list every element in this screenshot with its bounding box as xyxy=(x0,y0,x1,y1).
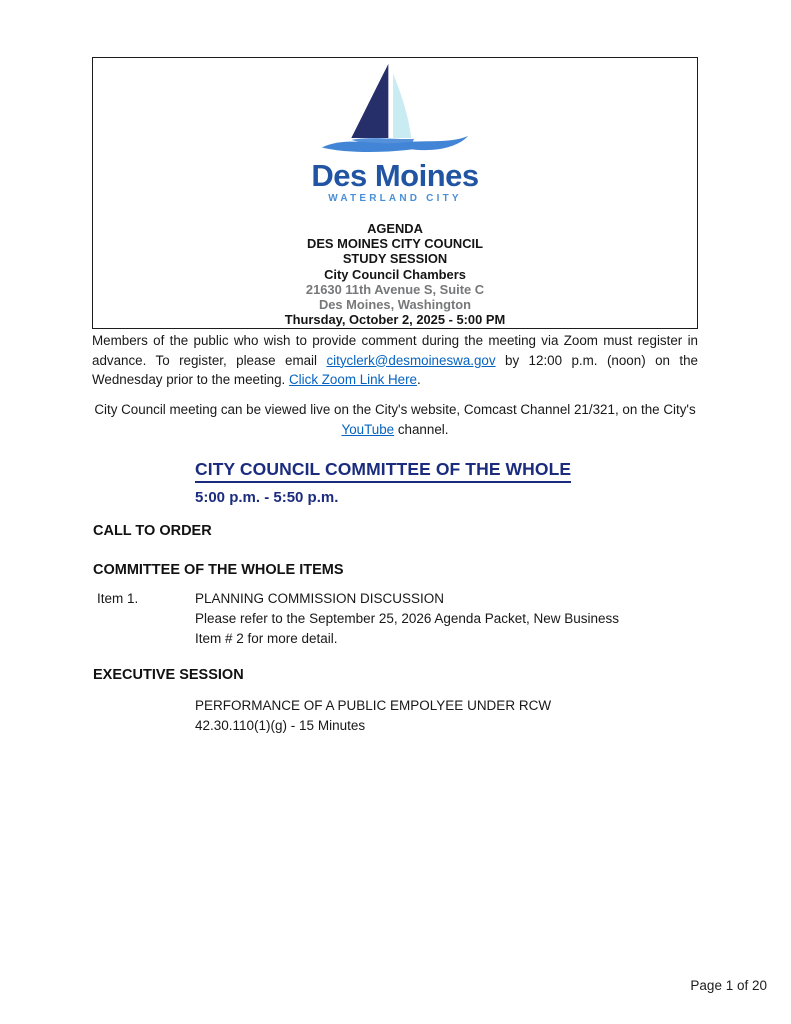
zoom-registration-paragraph xyxy=(92,331,698,390)
item-detail-line: Item # 2 for more detail. xyxy=(195,631,338,646)
email-link[interactable]: cityclerk@desmoineswa.gov xyxy=(326,352,496,368)
meeting-address-city: Des Moines, Washington xyxy=(318,297,472,313)
executive-session-detail xyxy=(195,696,698,736)
item-title: PLANNING COMMISSION DISCUSSION xyxy=(195,591,445,606)
youtube-link[interactable]: YouTube xyxy=(341,421,395,437)
call-to-order-heading: CALL TO ORDER xyxy=(93,523,212,539)
meeting-address-street: 21630 11th Avenue S, Suite C xyxy=(305,281,485,297)
item-number: Item 1. xyxy=(97,591,139,606)
meeting-location: City Council Chambers xyxy=(324,266,466,282)
executive-session-heading: EXECUTIVE SESSION xyxy=(93,667,244,683)
executive-session-line: PERFORMANCE OF A PUBLIC EMPOLYEE UNDER RCW xyxy=(195,698,552,713)
committee-of-the-whole-header xyxy=(195,459,571,506)
paragraph-text: City Council meeting can be viewed live on the City's website, Comcast Channel 21/321, on the City's xyxy=(94,402,696,417)
viewing-options-paragraph xyxy=(92,400,698,439)
meeting-header-lines xyxy=(93,221,697,327)
paragraph-text: by 12:00 p.m. (noon) on the Wednesday prior to the meeting. xyxy=(92,352,698,388)
session-title: CITY COUNCIL COMMITTEE OF THE WHOLE xyxy=(195,459,571,483)
sailboat-logo-icon xyxy=(319,60,471,157)
page-number: Page 1 of 20 xyxy=(690,978,767,993)
paragraph-text: Members of the public who wish to provide comment during the meeting via Zoom must register in advance. To register, please email xyxy=(92,333,698,368)
paragraph-text: channel. xyxy=(394,421,449,437)
logo-wordmark: Des Moines xyxy=(311,158,479,193)
session-time-range: 5:00 p.m. - 5:50 p.m. xyxy=(195,489,339,506)
executive-session-line: 42.30.110(1)(g) - 15 Minutes xyxy=(195,718,366,733)
session-type: STUDY SESSION xyxy=(342,251,448,267)
meeting-datetime: Thursday, October 2, 2025 - 5:00 PM xyxy=(284,312,506,328)
agenda-item-1 xyxy=(97,589,698,649)
agenda-title: AGENDA xyxy=(367,221,423,236)
logo-tagline: WATERLAND CITY xyxy=(328,193,462,204)
agenda-header-box xyxy=(92,57,698,329)
committee-items-heading: COMMITTEE OF THE WHOLE ITEMS xyxy=(93,562,344,578)
city-logo xyxy=(93,60,697,205)
item-detail-line: Please refer to the September 25, 2026 Agenda Packet, New Business xyxy=(195,611,620,626)
council-name: DES MOINES CITY COUNCIL xyxy=(307,236,483,252)
zoom-link[interactable]: Click Zoom Link Here xyxy=(289,372,418,388)
paragraph-text: . xyxy=(417,372,421,388)
item-body xyxy=(195,589,698,649)
